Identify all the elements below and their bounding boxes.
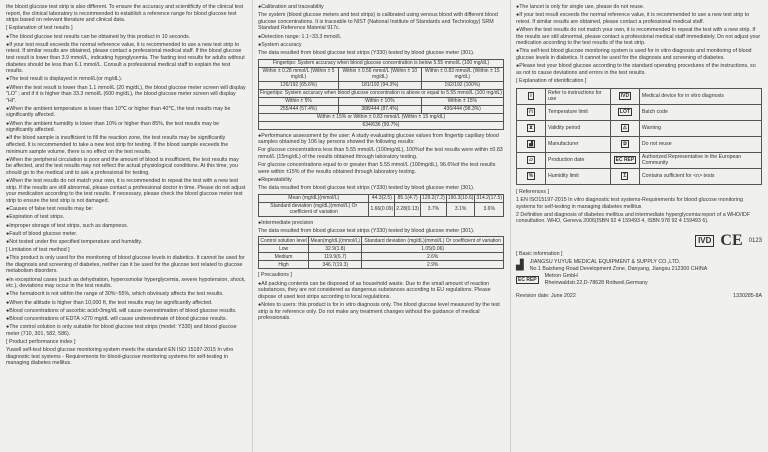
text-paragraph: ●The blood glucose test results can be obtained by this product in 10 seconds. [6,33,191,40]
text-paragraph: ●The control solution is only suitable for blood glucose test strips (model: Y330) and blood glucose meter (710, 301, 582, 586). [6,324,237,337]
precision-cell: High [259,261,309,269]
symbol-cell [610,88,639,104]
production-date-icon: ▱ [529,157,533,164]
manufacturer-address: No.1 Baisheng Road Development Zone, Danyang, Jiangsu 212300 CHINA [529,265,708,272]
text-paragraph: ●If the blood sample is insufficient to fill the reaction zone, the test results may be significantly affected. It is recommended to take a new test strip for testing. If the blood sample exceeds the minimum sample volume, there is no effect on the test results. [6,135,229,155]
symbol-row [517,104,762,120]
document-code: 1330285-8A [733,292,762,299]
text-paragraph: ●The hematocrit is not within the range of 30%~55%, which obviously affects the test results. [6,291,224,298]
symbol-label-cell [639,152,761,168]
accuracy-cell: 192/192 (100%) [421,81,503,89]
symbol-cell [517,104,546,120]
symbol-label-cell [546,152,611,168]
precision-cell: 1.05(0.06) [362,245,504,253]
symbol-label: Authorized Representative in the European Community [641,153,742,167]
lot-icon: LOT [619,109,630,116]
references-title: [ References ] [516,188,549,195]
symbol-label: Manufacturer [548,140,579,147]
accuracy-cell: 388/444 (87.4%) [339,105,421,113]
symbol-label-cell [639,104,761,120]
symbol-label-cell [546,120,611,136]
symbol-row [517,136,762,152]
symbol-label: Batch code [641,108,668,115]
precision-header: Standard deviation (mg/dL)(mmol/L) Or coefficient of variation [362,237,504,245]
precision-cell: 2.6% [362,253,504,261]
accuracy-cell: 126/192 (65.6%) [259,81,339,89]
accuracy-combined-header: Within ± 15% or Within ± 0.83 mmol/L (Within ± 15 mg/dL) [259,113,504,121]
text-paragraph: ●Blood concentrations of ascorbic acid>3mg/dL will cause overestimation of blood glucose results. [6,307,237,314]
accuracy-cell: Within ± 0.56 mmol/L (Within ± 10 mg/dL) [339,67,421,81]
manufacturer-row [516,259,762,272]
symbol-label-cell [639,136,761,152]
humidity-icon: % [528,173,534,180]
text-paragraph: The data resulted from blood glucose test strips (Y330) tested by blood glucose meter (301). [258,49,475,56]
text-paragraph: ●Improper storage of test strips, such as dampness. [6,222,129,229]
text-paragraph: ●This self-test blood glucose monitoring system is used for in vitro diagnosis and monitoring of blood glucose levels in diabetics. It cannot be used for the diagnosis and screening of diabetes. [516,48,752,61]
accuracy-cell: Within ± 0.28 mmol/L (Within ± 5 mg/dL) [259,67,339,81]
text-paragraph: the blood glucose test strip is also different. To ensure the accuracy and scientificity of the clinical test report, the clinical laboratory is recommended to establish a reference range for blood glucose test strips based on relevant literature and clinical data. [6,4,244,24]
precision-cell: 32.9(1.8) [309,245,362,253]
text-paragraph: [ Precautions ] [258,272,292,279]
repeatability-cell: 3.1% [446,202,475,216]
repeatability-label: Standard deviation (mg/dL)(mmol/L) Or coefficient of variation [259,202,369,216]
repeatability-table [258,194,504,217]
column-3 [510,0,768,452]
text-paragraph: ●Repeatability [258,176,292,183]
precision-header: Mean(mg/dL)(mmol/L) [310,237,360,244]
rep-row [516,273,762,286]
symbol-label-cell [546,88,611,104]
text-paragraph: ●When the peripheral circulation is poor and the amount of blood is insufficient, the test results may be affected, and the test results may not reflect the actual physiological conditions. At this time, you should go to the medical unit to ask a professional for testing. [6,156,239,176]
accuracy-combined-value: 634/636 (99.7%) [259,121,504,129]
symbol-label: Temperature limit [548,108,588,115]
column-2 [252,0,510,452]
temperature-icon: ⊓ [529,109,533,116]
text-paragraph: Yuwell self-test blood glucose monitoring system meets the standard EN ISO 15197-2015 In vitro diagnostic test systems - Requirements for blood-glucose monitoring systems for self-testing in managing diabetes mellitus. [6,347,234,367]
factory-icon: ▟ [516,259,524,271]
text-paragraph: ●The test result is displayed in mmol/L(or mg/dL). [6,76,123,83]
text-paragraph: For glucose concentrations equal to or greater than 5.55 mmol/L (100mg/dL), 96.6%of the test results were within ±15% of the results obtained through laboratory testing. [258,162,496,175]
rep-address: Rheinwaldstr.22,D-78628 Rottweil,Germany [544,280,648,286]
accuracy-header-low: Fingertips: System accuracy when blood glucose concentration is below 5.55 mmol/L (100 mg/dL) [259,59,504,67]
symbol-cell [517,120,546,136]
symbol-row [517,88,762,104]
accuracy-header-high: Fingertips: System accuracy when blood glucose concentration is above or equal to 5.55 mmol/L (100 mg/dL) [260,90,502,97]
symbol-label: Production date [548,156,585,163]
text-paragraph: ●The lancet is only for single use, please do not reuse. [516,4,645,10]
symbol-label-cell [639,168,761,184]
text-paragraph: The data resulted from blood glucose test strips (Y330) tested by blood glucose meter (301). [258,227,475,234]
precision-cell: 346.7(19.3) [309,261,362,269]
precision-cell: 2.9% [362,261,504,269]
revision-row [516,293,762,300]
text-paragraph: ●Detection range: 1.1~33.3 mmol/L [258,33,342,40]
symbol-cell [610,152,639,168]
text-paragraph: The system (blood glucose meters and test strips) is calibrated using venous blood with different blood glucose concentrations. It is traceable to NIST (National Institute of Standards and Technology) SRM Standard Reference Material 917c. [258,12,498,32]
symbol-label: Medical device for in vitro diagnosis [641,92,724,99]
text-paragraph: ●When the ambient humidity is lower than 10% or higher than 85%, the test results may be significantly affected. [6,120,220,134]
revision-date: Revision date: June 2022 [516,292,576,299]
text-paragraph: The data resulted from blood glucose test strips (Y330) tested by blood glucose meter (301). [258,185,475,192]
accuracy-cell: 255/444 (57.4%) [259,105,339,113]
repeatability-cell: 2.28(0.13) [395,202,421,216]
text-paragraph: ●This product is only used for the monitoring of blood glucose levels in diabetics. It cannot be used for the diagnosis and screening of diabetes, neither can it be used for the glucose test related to glucose metabolism disorders. [6,255,245,275]
text-paragraph: ●When the ambient temperature is lower than 10℃ or higher than 40℃, the test results may be significantly affected. [6,105,231,119]
certification-marks [516,231,762,249]
symbol-label: Do not reuse [641,140,672,147]
reference-item: 2 Definition and diagnosis of diabetes mellitus and intermediate hyperglycemia:report of a WHO/IDF consultation. WHO, Geneva 2006(ISBN 92 4 159493 4, ISBN 978 92 4 159493 6). [516,211,751,225]
text-paragraph: ●When the test results do not match your own, it is recommended to repeat the test with a new strip. If the results are still abnormal, please contact a professional medical staff immediately. Do not adjust your medication according to the test results of the test strip. [516,26,761,47]
text-paragraph: ●Performance assessment by the user: A study evaluating glucose values from fingertip capillary blood samples obtained by 106 lay persons showed the following results: [258,132,499,146]
accuracy-cell: Within ± 5% [259,97,339,105]
text-paragraph: [ Limitation of test method ] [6,247,70,254]
precision-cell: 119.9(6.7) [309,253,362,261]
accuracy-cell: 436/444 (98.3%) [421,105,503,113]
factory-icon: ▟ [529,141,533,148]
accuracy-cell: Within ± 0.83 mmol/L (Within ± 15 mg/dL) [421,67,503,81]
symbol-label: Validity period [548,124,581,131]
ec-rep-icon: EC REP [615,157,635,164]
text-paragraph: ●All packing contents can be disposed of as household waste. Due to the small amount of reaction substances, they are not considered as dangerous substances according to EU regulations. Please dispose of used test strips according to local regulations. [258,280,491,300]
text-paragraph: ●In exceptional cases (such as dehydration, hyperosmolar hyperglycemia, severe hypotension, shock, etc.), deviations may occur in the test results. [6,276,246,290]
rep-name: Metron GmbH [544,273,578,280]
warning-icon: ⚠ [622,125,628,132]
ec-rep-icon: EC REP [518,277,537,283]
text-paragraph: ●Not tested under the specified temperature and humidity. [6,238,143,245]
ce-number: 0123 [748,237,762,244]
text-paragraph: ●Causes of false test results may be: [6,206,94,213]
text-paragraph: ●When the altitude is higher than 10,000 ft, the test results may be significantly affected. [6,299,213,306]
symbol-row [517,152,762,168]
manufacturer-name: JIANGSU YUYUE MEDICAL EQUIPMENT & SUPPLY CO.,LTD. [529,259,681,266]
symbol-cell [610,104,639,120]
accuracy-cell: Within ± 10% [339,97,421,105]
book-icon: i [530,93,532,100]
symbol-row [517,168,762,184]
symbol-cell [517,136,546,152]
tests-icon: Σ [623,173,627,180]
precision-cell: Medium [259,253,309,261]
no-reuse-icon: ② [622,141,628,148]
text-paragraph: For glucose concentrations less than 5.55 mmol/L (100mg/dL), 100%of the test results were within ±0.83 mmol/L (15mg/dL) of the results obtained through laboratory testing. [258,147,503,160]
text-paragraph: ●If your test result exceeds the normal reference value, it is recommended to use a new test strip to retest. If similar results are obtained, please contact a professional medical staff. If the blood glucose test result is lower than 3.9 mmol/L, indicating hypoglycemia. The fasting test results for adults without diabetes should be less than 6.1 mmol/L. Consult a professional medical staff to explain the test results. [6,41,245,75]
repeatability-cell: 85.1(4.7) [395,194,421,202]
symbol-label-cell [546,168,611,184]
symbol-cell [517,152,546,168]
accuracy-table [258,59,504,130]
symbol-cell [610,120,639,136]
text-paragraph: ●Intermediate precision [258,219,314,226]
text-paragraph: ●Please test your blood glucose according to the standard operating procedures of the instructions, so as not to cause deviations and errors in the test results. [516,63,756,76]
text-paragraph: ●When the test results do not match your own, it is recommended to repeat the test with a new test strip. If the results are still abnormal, please contact a professional doctor in time. Please do not adjust your medication according to the test results. If necessary, please check the blood glucose meter test strip to ensure the test strip is not damaged. [6,178,246,204]
symbol-label: Humidity limit [548,173,579,180]
ce-mark-icon: CE [720,231,743,249]
repeatability-cell: 190.3(10.6) [447,195,474,202]
text-paragraph: ●When the test result is lower than 1.1 mmol/L (20 mg/dL), the blood glucose meter screen will display "LO" ; and if it is higher than 33.3 mmol/L (600 mg/dL), the blood glucose meter screen will display "HI". [6,84,246,104]
hourglass-icon: ⧗ [529,125,533,132]
repeatability-cell: 3.7% [421,202,447,216]
text-paragraph: [ Explanation of identification ] [516,77,587,84]
text-paragraph: ●Fault of blood glucose meter. [6,230,78,237]
text-paragraph: ●Notes to users: this product is for in vitro diagnosis only. The blood glucose level measured by the test strip is for reference only. Do not make any treatment changes without the guidance of medical professionals. [258,302,500,322]
text-paragraph: ●Blood concentrations of EDTA >270 mg/dL will cause underestimate of blood glucose results. [6,316,227,322]
basic-info-title: [ Basic information ] [516,251,563,258]
symbol-cell [610,136,639,152]
repeatability-cell: 3.6% [475,202,504,216]
reference-item: 1 EN ISO15197-2015 In vitro diagnostic test systems-Requirements for blood glucose monitoring systems for self-testing in managing diabetes mellitus [516,197,743,210]
symbols-table [516,88,762,185]
ivd-mark-icon: IVD [695,235,714,247]
repeatability-cell: 44.3(2.5) [369,194,395,202]
text-paragraph: [ Product performance index ] [6,338,76,345]
repeatability-label: Mean (mg/dL)(mmol/L) [259,194,369,202]
accuracy-cell: 181/192 (94.3%) [339,81,421,89]
symbol-row [517,120,762,136]
text-paragraph: ●System accuracy [258,41,302,48]
symbol-cell [517,88,546,104]
repeatability-cell: 129.2(7.2) [422,195,445,202]
symbol-label-cell [639,88,761,104]
precision-header: Control solution level [260,237,307,244]
symbol-label: Refer to instructions for use [548,89,602,103]
text-paragraph: ●Expiration of test strips. [6,214,65,221]
symbol-label: Contains sufficient for <n> tests [641,173,715,180]
symbol-label-cell [639,120,761,136]
symbol-cell [610,168,639,184]
symbol-label-cell [546,104,611,120]
precision-table [258,236,504,269]
symbol-label-cell [546,136,611,152]
symbol-label: Warning [641,124,662,131]
text-paragraph: ●Calibration and traceability [258,4,324,10]
repeatability-cell: 314.2(17.5) [476,195,502,202]
precision-cell: Low [259,245,309,253]
symbol-cell [517,168,546,184]
text-paragraph: ●If your test result exceeds the normal reference value, it is recommended to use a new test strip to retest. If similar results are obtained, please contact a professional medical staff. [516,12,750,25]
column-1 [0,0,252,452]
accuracy-cell: Within ± 15% [421,97,503,105]
text-paragraph: [ Explanation of test results ] [6,25,73,32]
ivd-icon: IVD [620,93,630,100]
repeatability-cell: 1.66(0.09) [369,202,395,216]
